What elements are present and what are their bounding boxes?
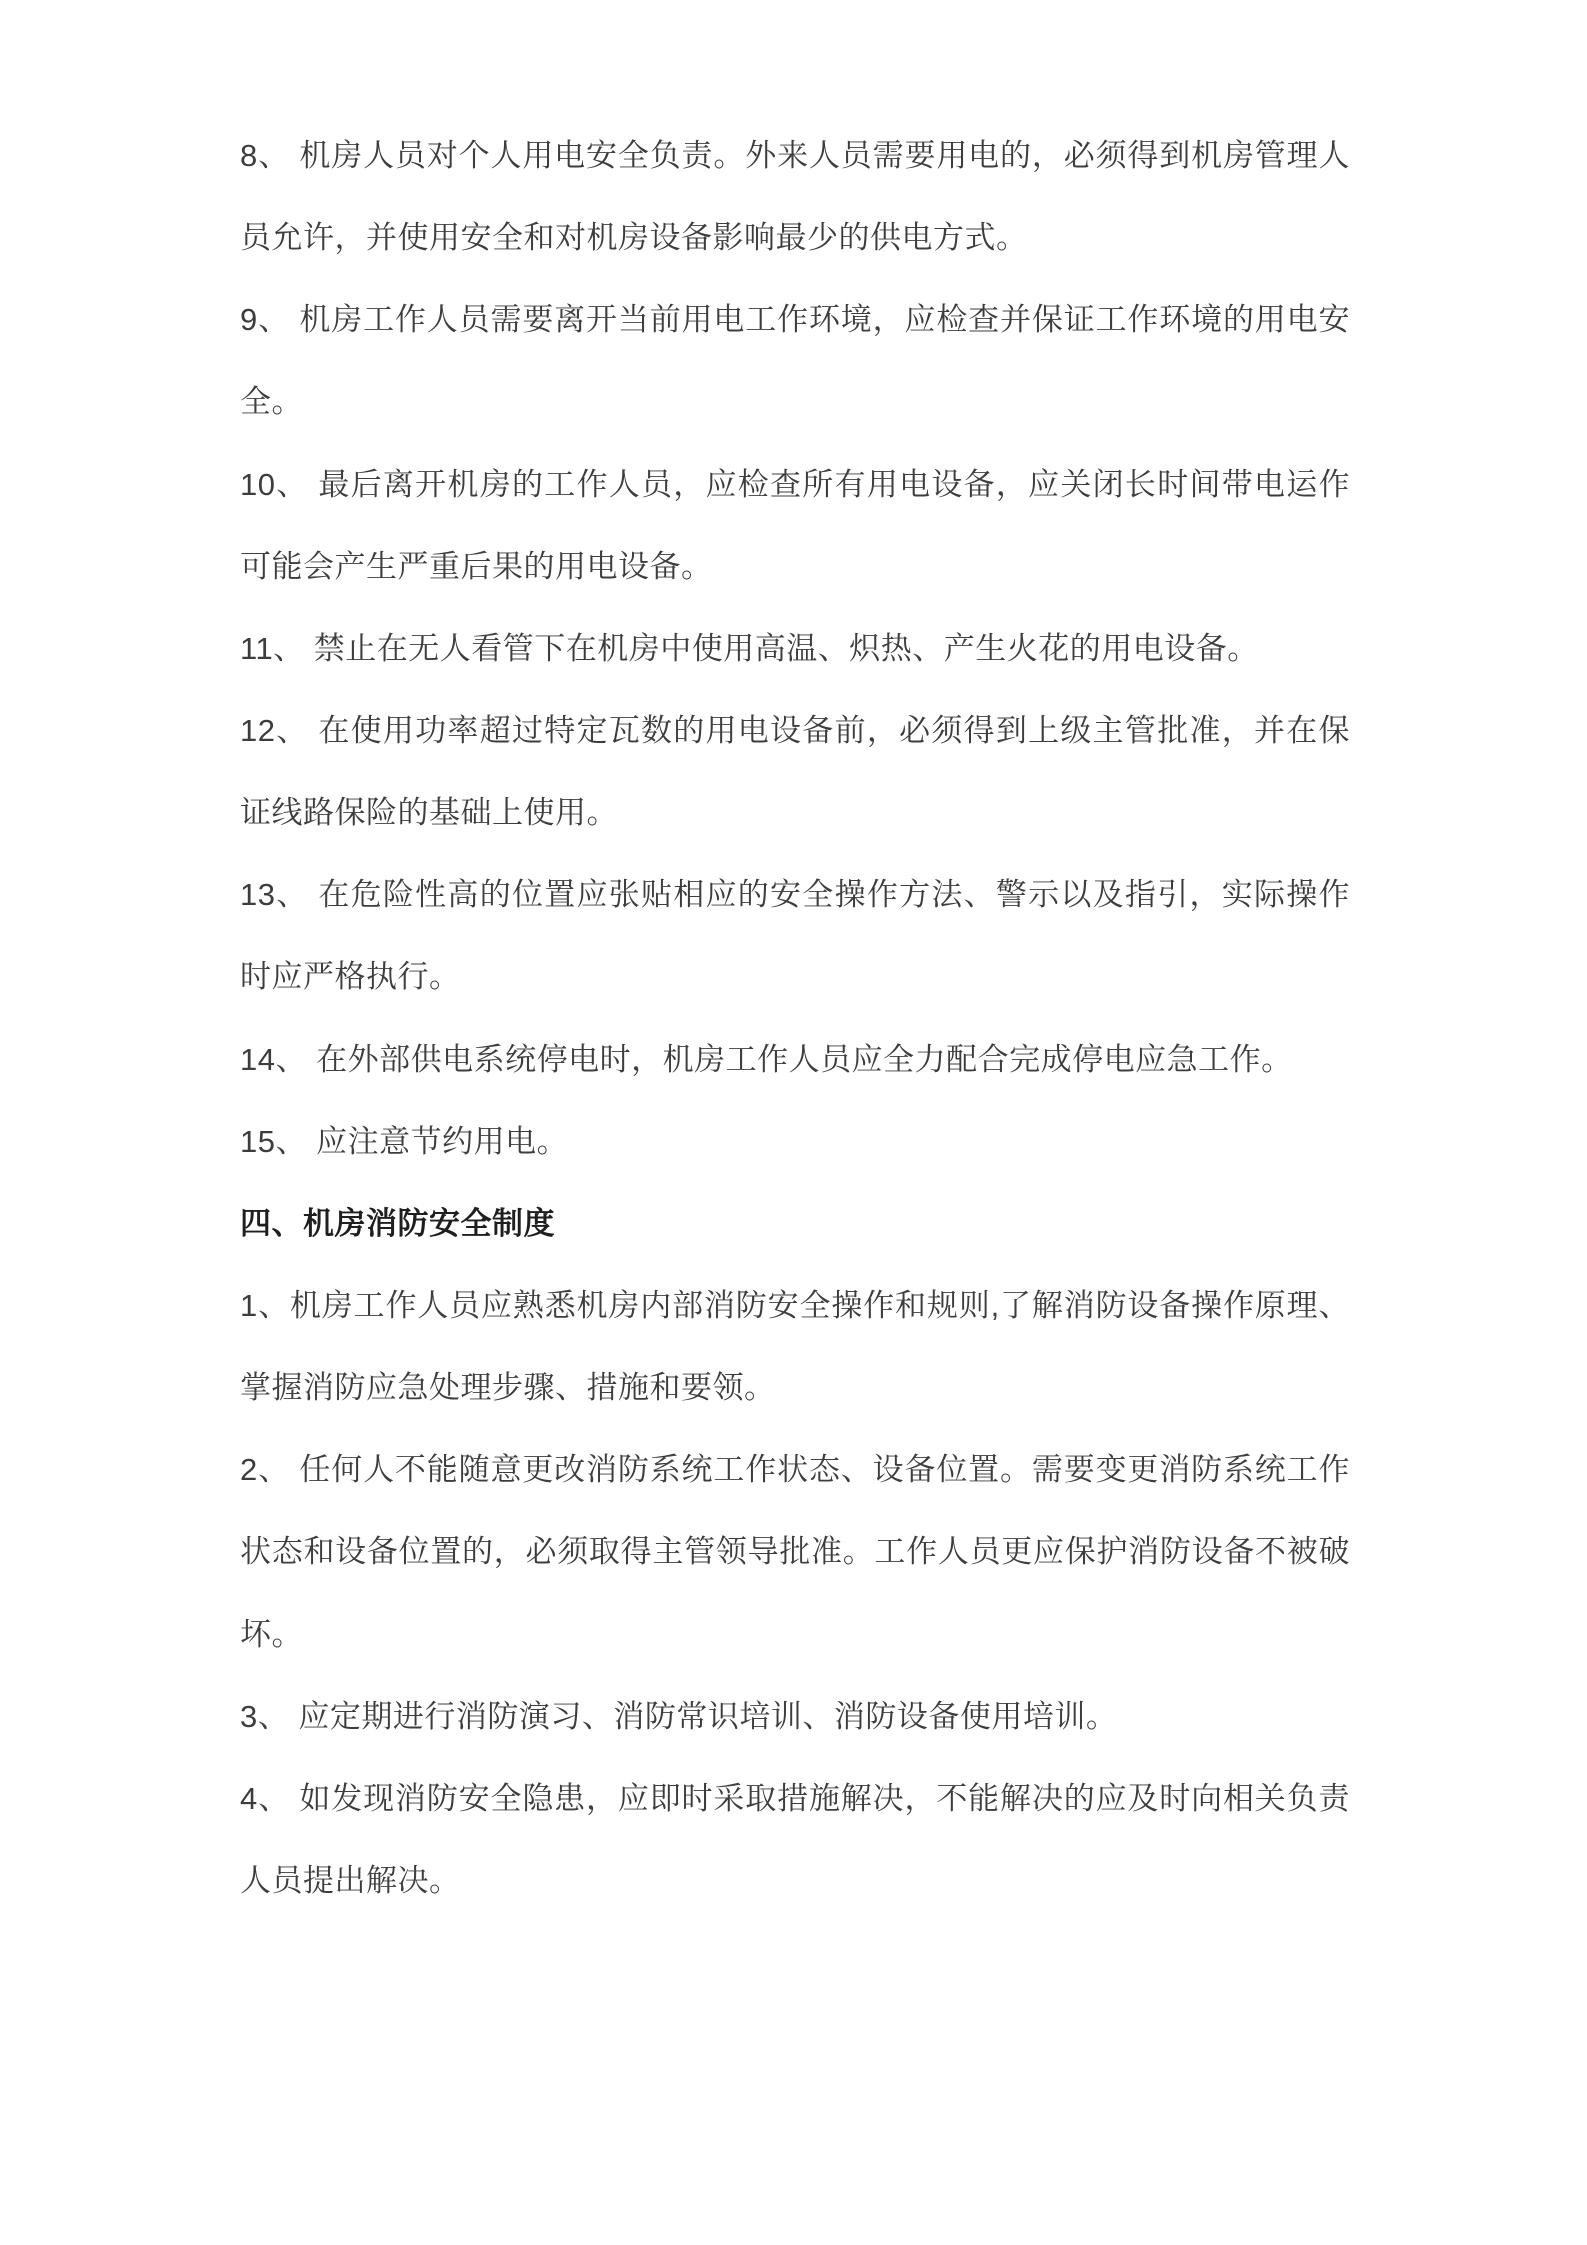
section-heading-fire-safety: 四、机房消防安全制度 bbox=[240, 1205, 555, 1241]
paragraph-fire-item-2: 2、 任何人不能随意更改消防系统工作状态、设备位置。需要变更消防系统工作状态和设备位置的，必须取得主管领导批准。工作人员更应保护消防设备不被破坏。 bbox=[240, 1452, 1350, 1652]
paragraph-item-8: 8、 机房人员对个人用电安全负责。外来人员需要用电的，必须得到机房管理人员允许，并使用安全和对机房设备影响最少的供电方式。 bbox=[240, 138, 1350, 256]
paragraph-item-13: 13、 在危险性高的位置应张贴相应的安全操作方法、警示以及指引，实际操作时应严格执行。 bbox=[240, 877, 1350, 995]
paragraph-item-9: 9、 机房工作人员需要离开当前用电工作环境，应检查并保证工作环境的用电安全。 bbox=[240, 302, 1350, 420]
paragraph-item-12: 12、 在使用功率超过特定瓦数的用电设备前，必须得到上级主管批准，并在保证线路保险的基础上使用。 bbox=[240, 712, 1350, 831]
paragraph-item-15: 15、 应注意节约用电。 bbox=[240, 1123, 569, 1159]
paragraph-item-11: 11、 禁止在无人看管下在机房中使用高温、炽热、产生火花的用电设备。 bbox=[240, 630, 1259, 666]
paragraph-fire-item-3: 3、 应定期进行消防演习、消防常识培训、消防设备使用培训。 bbox=[240, 1698, 1118, 1734]
paragraph-item-10: 10、 最后离开机房的工作人员，应检查所有用电设备，应关闭长时间带电运作可能会产生严重后果的用电设备。 bbox=[240, 466, 1350, 584]
document-body bbox=[240, 115, 1350, 1922]
paragraph-item-14: 14、 在外部供电系统停电时，机房工作人员应全力配合完成停电应急工作。 bbox=[240, 1041, 1293, 1077]
paragraph-fire-item-4: 4、 如发现消防安全隐患，应即时采取措施解决，不能解决的应及时向相关负责人员提出解决。 bbox=[240, 1780, 1350, 1898]
paragraph-fire-item-1: 1、机房工作人员应熟悉机房内部消防安全操作和规则,了解消防设备操作原理、掌握消防应急处理步骤、措施和要领。 bbox=[240, 1287, 1350, 1406]
